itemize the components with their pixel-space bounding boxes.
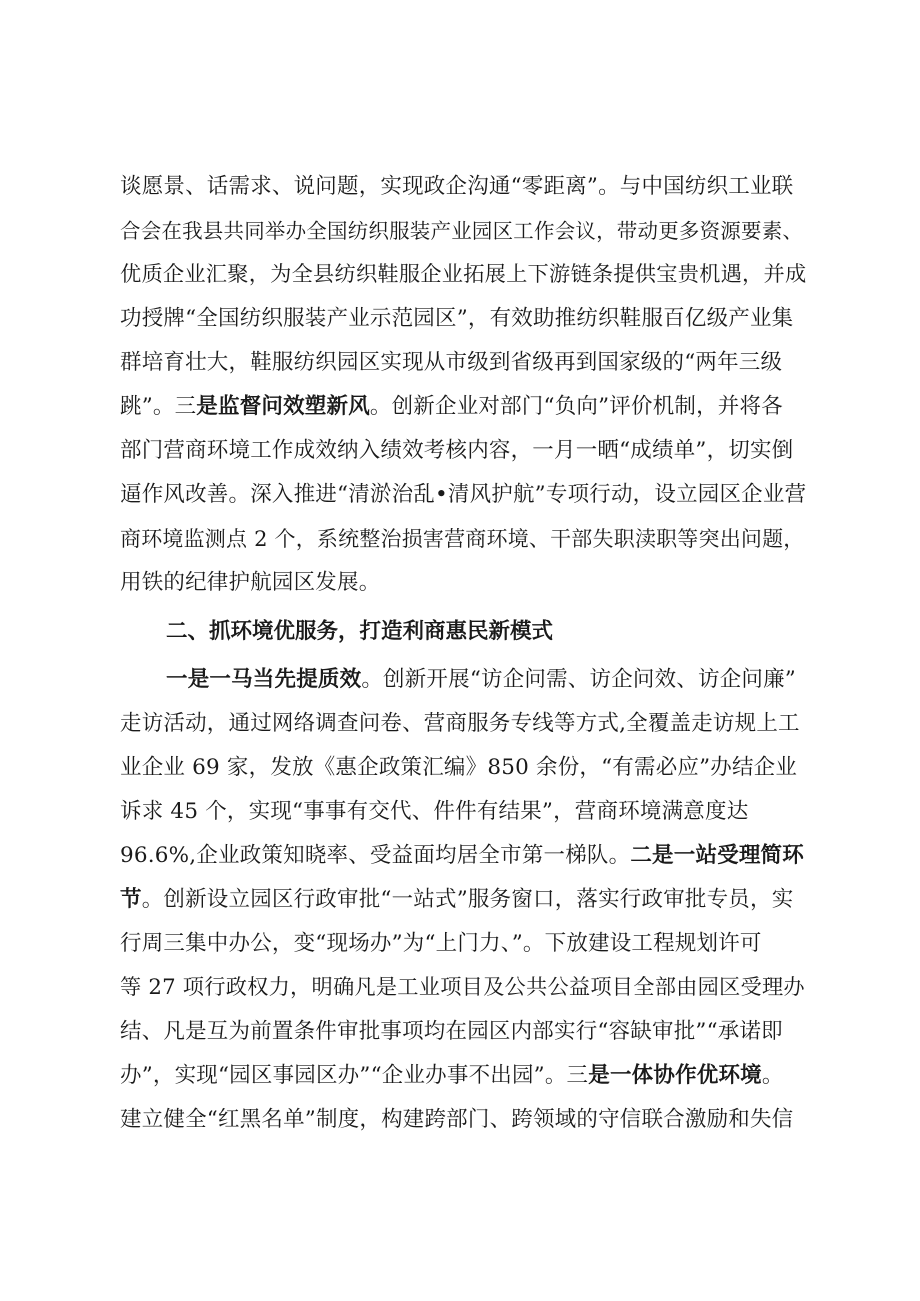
bold-run: 是一体协作优环境: [588, 1063, 762, 1088]
paragraph-line: 等 27 项行政权力，明确凡是工业项目及公共公益项目全部由园区受理办: [120, 975, 805, 1000]
paragraph-line: 商环境监测点 2 个，系统整治损害营商环境、干部失职渎职等突出问题，: [120, 527, 805, 551]
bold-run: 是监督问效塑新风: [196, 394, 370, 419]
paragraph-line: 行周三集中办公，变“现场办”为“上门力、”。下放建设工程规划许可: [120, 931, 762, 956]
text-run: 。创新设立园区行政审批“一站式”服务窗口，落实行政审批专员，实: [141, 887, 794, 912]
paragraph-line: 结、凡是互为前置条件审批事项均在园区内部实行“容缺审批”“承诺即: [120, 1019, 783, 1044]
text-run: 96.6%,企业政策知晓率、受益面均居全市第一梯队。: [120, 843, 631, 868]
paragraph-line: 用铁的纪律护航园区发展。: [120, 570, 381, 595]
paragraph-line: 功授牌“全国纺织服装产业示范园区”，有效助推纺织鞋服百亿级产业集: [120, 306, 794, 331]
paragraph-line: [120, 387, 810, 427]
bold-run: 一是一马当先提质效: [166, 667, 362, 692]
paragraph-line: [120, 880, 810, 920]
text-run: 办”，实现“园区事园区办”“企业办事不出园”。三: [120, 1063, 589, 1088]
text-run: 跳”。三: [120, 394, 197, 419]
bold-run: 节: [120, 887, 142, 912]
paragraph-line: 业企业 69 家，发放《惠企政策汇编》850 余份，“有需必应”办结企业: [120, 755, 798, 780]
text-run: 。创新开展“访企问需、访企问效、访企问廉”: [361, 667, 796, 692]
paragraph-line: 诉求 45 个，实现“事事有交代、件件有结果”，营商环境满意度达: [120, 799, 749, 824]
text-run: 。: [761, 1063, 784, 1088]
section-heading: 二、抓环境优服务，打造利商惠民新模式: [166, 619, 554, 644]
paragraph-line: [120, 836, 810, 876]
paragraph-line: 走访活动，通过网络调查问卷、营商服务专线等方式,全覆盖走访规上工: [120, 711, 800, 736]
text-run: 。创新企业对部门“负向”评价机制，并将各: [369, 394, 783, 419]
paragraph-line: [166, 660, 810, 700]
paragraph-line: 建立健全“红黑名单”制度，构建跨部门、跨领域的守信联合激励和失信: [120, 1107, 794, 1132]
bold-run: 二是一站受理简环: [630, 843, 804, 868]
paragraph-line: [120, 1056, 810, 1096]
paragraph-line: 谈愿景、话需求、说问题，实现政企沟通“零距离”。与中国纺织工业联: [120, 174, 794, 199]
paragraph-line: 优质企业汇聚，为全县纺织鞋服企业拓展上下游链条提供宝贵机遇，并成: [120, 262, 807, 287]
paragraph-line: 合会在我县共同举办全国纺织服装产业园区工作会议，带动更多资源要素、: [120, 219, 804, 243]
paragraph-line: 部门营商环境工作成效纳入绩效考核内容，一月一晒“成绩单”，切实倒: [120, 438, 794, 463]
paragraph-line: 逼作风改善。深入推进“清淤治乱•清风护航”专项行动，设立园区企业营: [120, 482, 807, 507]
paragraph-line: 群培育壮大，鞋服纺织园区实现从市级到省级再到国家级的“两年三级: [120, 350, 783, 375]
